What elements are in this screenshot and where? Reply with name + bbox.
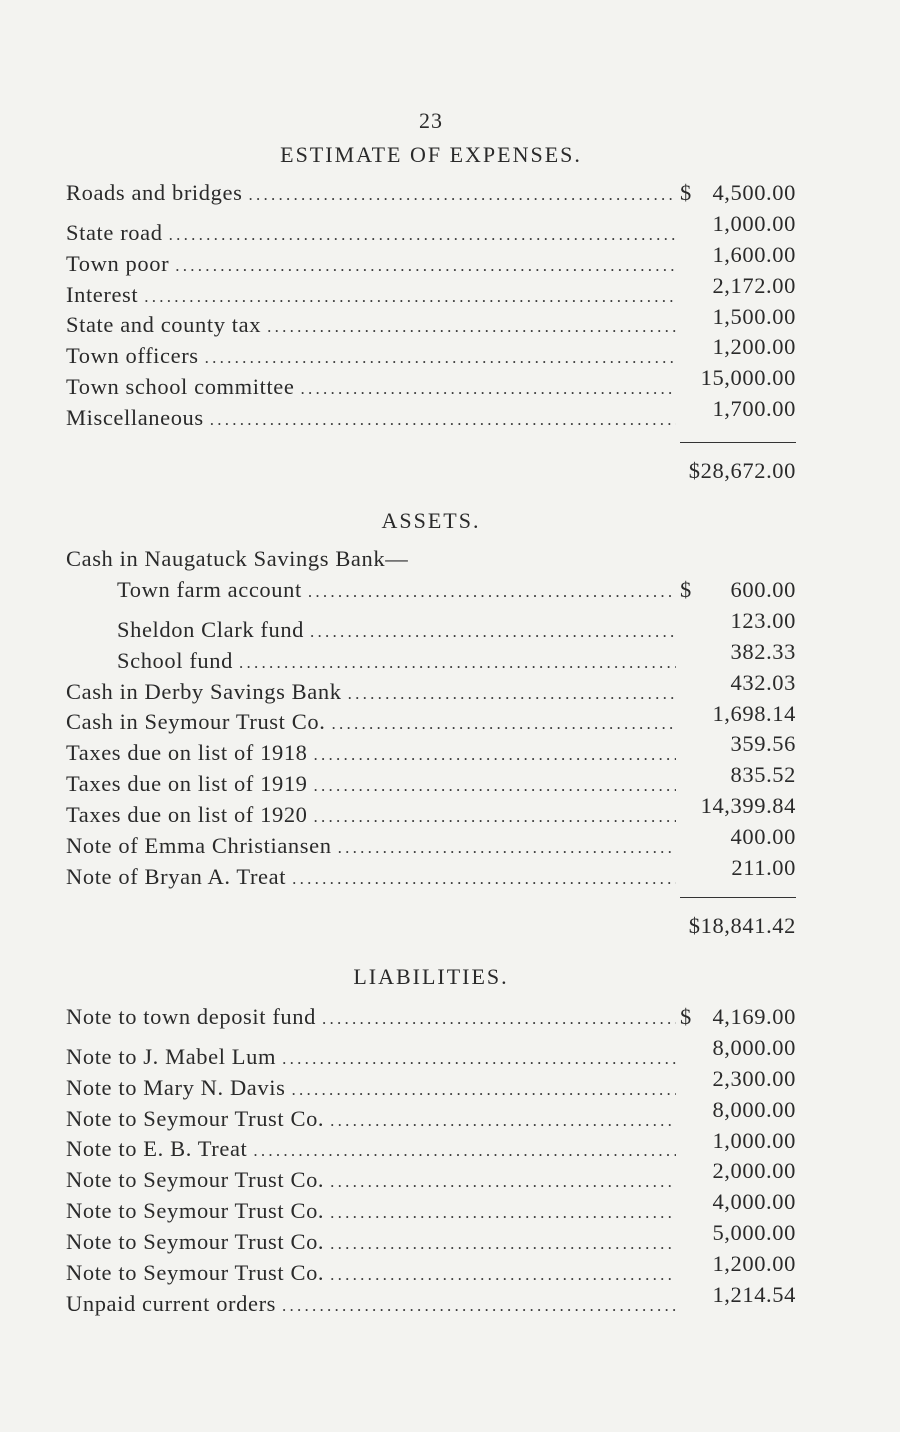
currency-symbol (680, 791, 696, 822)
currency-symbol (680, 394, 696, 425)
currency-symbol (680, 822, 696, 853)
currency-symbol: $ (680, 577, 692, 602)
amount-value: 5,000.00 (712, 1220, 796, 1246)
row-label: Town officers (66, 343, 199, 369)
ledger-row (66, 178, 796, 209)
row-amount (680, 302, 796, 333)
ledger-row (66, 1033, 796, 1069)
currency-symbol (680, 729, 696, 760)
amount-value: 2,000.00 (712, 1158, 796, 1184)
row-label: Town poor (66, 250, 170, 276)
row-label: Miscellaneous (66, 405, 204, 431)
row-amount (680, 1064, 796, 1095)
assets-heading: ASSETS. (381, 508, 481, 533)
row-label: Note to town deposit fund (66, 1004, 316, 1029)
currency-symbol (680, 1064, 696, 1095)
currency-symbol (680, 271, 696, 302)
row-label: Taxes due on list of 1918 (66, 740, 308, 766)
dot-leader (331, 709, 676, 740)
dot-leader (169, 220, 676, 251)
amount-value: 1,500.00 (712, 303, 796, 329)
row-label: Town farm account (117, 577, 302, 602)
row-amount (680, 178, 796, 209)
row-label: School fund (117, 647, 233, 673)
dot-leader (282, 1044, 676, 1075)
dot-leader (267, 312, 676, 343)
row-amount (680, 1187, 796, 1218)
currency-symbol (680, 1126, 696, 1157)
amount-value: 2,300.00 (712, 1065, 796, 1091)
row-label: Unpaid current orders (66, 1290, 277, 1316)
dot-leader (291, 1075, 676, 1106)
row-amount (680, 1218, 796, 1249)
currency-symbol (680, 668, 696, 699)
row-amount (680, 1095, 796, 1126)
currency-symbol (680, 760, 696, 791)
row-amount (680, 1002, 796, 1033)
currency-symbol (680, 1033, 696, 1064)
row-label: Note to Seymour Trust Co. (66, 1167, 325, 1193)
row-label: Note to Mary N. Davis (66, 1074, 286, 1100)
assets-total: $18,841.42 (688, 913, 796, 938)
ledger-row (66, 606, 796, 642)
currency-symbol (680, 240, 696, 271)
amount-value: 400.00 (730, 824, 796, 850)
amount-value: 382.33 (730, 638, 796, 664)
row-label: Note to Seymour Trust Co. (66, 1198, 325, 1224)
row-amount (680, 822, 796, 853)
amount-value: 359.56 (730, 731, 796, 757)
currency-symbol (680, 1187, 696, 1218)
dot-leader (322, 1004, 676, 1035)
amount-value: 1,200.00 (712, 1251, 796, 1277)
dot-leader (210, 405, 676, 436)
row-label: Note of Emma Christiansen (66, 833, 332, 859)
amount-value: 1,214.54 (712, 1282, 796, 1308)
row-label: State road (66, 219, 163, 245)
dot-leader (314, 771, 676, 802)
liabilities-list (66, 1002, 796, 1316)
row-amount (680, 853, 796, 884)
dot-leader (314, 802, 676, 833)
row-amount (680, 240, 796, 271)
row-amount (680, 729, 796, 760)
amount-value: 432.03 (730, 669, 796, 695)
row-amount (680, 668, 796, 699)
amount-value: 4,000.00 (712, 1189, 796, 1215)
dot-leader (253, 1136, 676, 1167)
row-label: Roads and bridges (66, 180, 243, 205)
row-amount (680, 1156, 796, 1187)
currency-symbol (680, 699, 696, 730)
row-amount (680, 209, 796, 240)
currency-symbol (680, 1218, 696, 1249)
dot-leader (310, 617, 676, 648)
expenses-list (66, 178, 796, 431)
row-label: Cash in Derby Savings Bank (66, 678, 342, 704)
amount-value: 15,000.00 (700, 365, 796, 391)
row-label: Note of Bryan A. Treat (66, 863, 287, 889)
row-label: Town school committee (66, 374, 295, 400)
dot-leader (330, 1198, 676, 1229)
ledger-row (66, 209, 796, 245)
dot-leader (300, 374, 676, 405)
row-amount (680, 394, 796, 425)
currency-symbol (680, 209, 696, 240)
row-amount (680, 1249, 796, 1280)
currency-symbol (680, 1095, 696, 1126)
row-label: State and county tax (66, 312, 262, 338)
amount-value: 1,600.00 (712, 241, 796, 267)
dot-leader (330, 1106, 676, 1137)
row-label: Cash in Seymour Trust Co. (66, 709, 326, 735)
assets-group (66, 544, 796, 575)
row-amount (680, 791, 796, 822)
dot-leader (282, 1291, 676, 1322)
dot-leader (292, 864, 676, 895)
ledger-row (66, 575, 796, 606)
dot-leader (144, 282, 676, 313)
row-amount (680, 1126, 796, 1157)
dot-leader (348, 679, 676, 710)
amount-value: 1,200.00 (712, 334, 796, 360)
dot-leader (314, 740, 676, 771)
amount-value: 2,172.00 (712, 272, 796, 298)
dot-leader (330, 1229, 676, 1260)
row-amount (680, 637, 796, 668)
row-label: Note to J. Mabel Lum (66, 1043, 277, 1069)
amount-value: 211.00 (731, 855, 796, 881)
amount-value: 1,000.00 (712, 210, 796, 236)
currency-symbol: $ (680, 180, 692, 205)
dot-leader (308, 577, 676, 608)
amount-value: 600.00 (730, 577, 796, 602)
row-label: Taxes due on list of 1919 (66, 771, 308, 797)
amount-value: 14,399.84 (700, 793, 796, 819)
expenses-total: $28,672.00 (688, 458, 796, 483)
row-amount (680, 699, 796, 730)
currency-symbol (680, 853, 696, 884)
dot-leader (175, 251, 676, 282)
row-amount (680, 1033, 796, 1064)
row-label: Note to E. B. Treat (66, 1136, 248, 1162)
dot-leader (330, 1167, 676, 1198)
amount-value: 4,169.00 (712, 1004, 796, 1029)
assets-total-rule (680, 897, 796, 898)
currency-symbol (680, 1249, 696, 1280)
row-amount (680, 332, 796, 363)
amount-value: 4,500.00 (712, 180, 796, 205)
page-number: 23 (419, 108, 443, 133)
currency-symbol (680, 606, 696, 637)
ledger-row (66, 1002, 796, 1033)
row-label: Note to Seymour Trust Co. (66, 1105, 325, 1131)
row-label: Note to Seymour Trust Co. (66, 1229, 325, 1255)
row-amount (680, 575, 796, 606)
expenses-total-rule (680, 442, 796, 443)
amount-value: 1,700.00 (712, 396, 796, 422)
assets-group-label-row (66, 544, 796, 575)
currency-symbol (680, 332, 696, 363)
dot-leader (205, 343, 676, 374)
dot-leader (248, 180, 676, 211)
row-amount (680, 1280, 796, 1311)
liabilities-heading: LIABILITIES. (353, 964, 509, 989)
row-label: Interest (66, 281, 139, 307)
row-label: Note to Seymour Trust Co. (66, 1260, 325, 1286)
row-label: Taxes due on list of 1920 (66, 802, 308, 828)
amount-value: 835.52 (730, 762, 796, 788)
amount-value: 1,698.14 (712, 700, 796, 726)
currency-symbol: $ (680, 1004, 692, 1029)
expenses-heading: ESTIMATE OF EXPENSES. (280, 142, 582, 167)
currency-symbol (680, 302, 696, 333)
row-amount (680, 271, 796, 302)
currency-symbol (680, 1280, 696, 1311)
row-amount (680, 606, 796, 637)
currency-symbol (680, 637, 696, 668)
dot-leader (330, 1260, 676, 1291)
row-amount (680, 760, 796, 791)
amount-value: 8,000.00 (712, 1096, 796, 1122)
amount-value: 1,000.00 (712, 1127, 796, 1153)
amount-value: 8,000.00 (712, 1034, 796, 1060)
dot-leader (239, 648, 676, 679)
currency-symbol (680, 1156, 696, 1187)
assets-group-label: Cash in Naugatuck Savings Bank— (66, 546, 409, 571)
assets-list (66, 575, 796, 889)
row-label: Sheldon Clark fund (117, 616, 305, 642)
amount-value: 123.00 (730, 607, 796, 633)
dot-leader (338, 833, 676, 864)
row-amount (680, 363, 796, 394)
currency-symbol (680, 363, 696, 394)
